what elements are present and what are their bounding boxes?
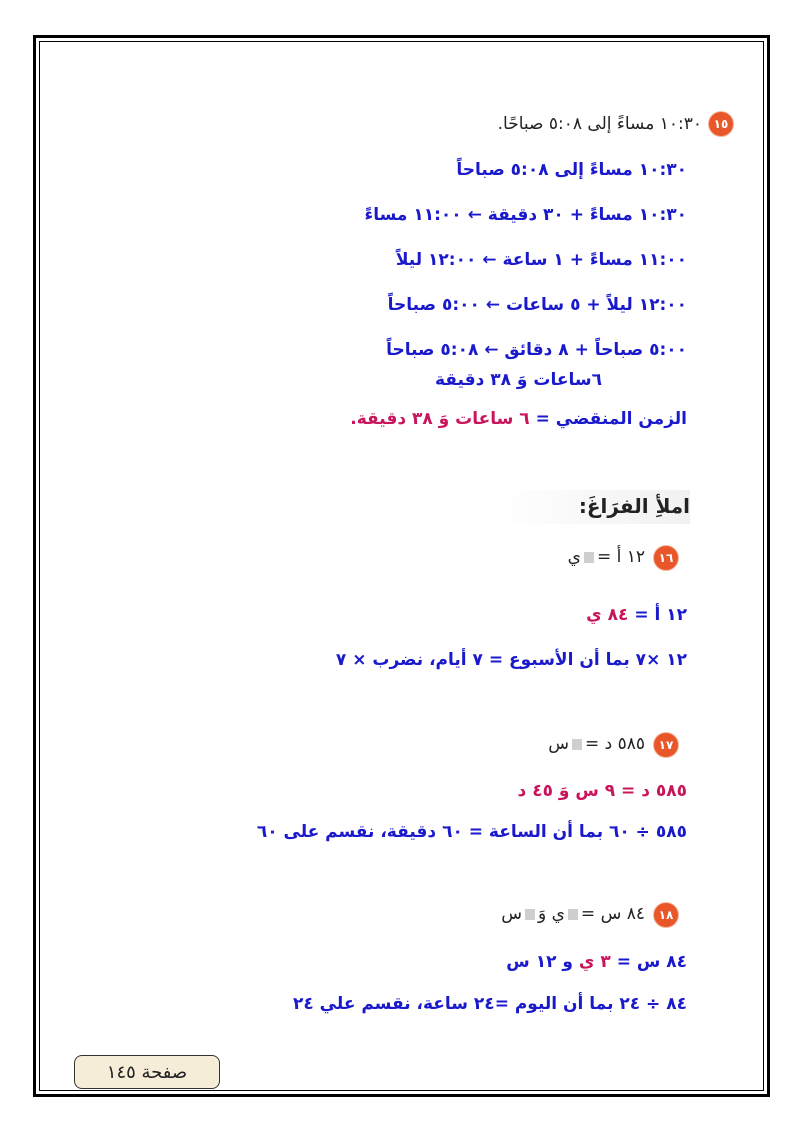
blank-box (525, 909, 535, 920)
answer-part-b: ٣ ي (578, 952, 611, 972)
problem-17-explanation: ٥٨٥ ÷ ٦٠ بما أن الساعة = ٦٠ دقيقة، نقسم على ٦٠ (256, 822, 687, 842)
blank-box (568, 909, 578, 920)
problem-15-answer (350, 407, 687, 431)
question-mid: ي وَ (538, 904, 565, 924)
problem-15-step-2: ١٠:٣٠ مساءً + ٣٠ دقيقة ← ١١:٠٠ مساءً (364, 205, 687, 225)
problem-18-answer (506, 950, 687, 974)
section-header: املأِ الفرَاغَ: (578, 494, 690, 518)
problem-16-answer (586, 603, 687, 627)
problem-15-step-5: ٥:٠٠ صباحاً + ٨ دقائق ← ٥:٠٨ صباحاً (386, 340, 687, 360)
answer-value: ٨٤ ي (586, 605, 629, 625)
answer-value: ٦ ساعات وَ ٣٨ دقيقة. (350, 409, 530, 429)
answer-prefix: الزمن المنقضي = (535, 409, 687, 429)
problem-17-number-badge: ١٧ (653, 732, 679, 758)
blank-box (572, 739, 582, 750)
answer-part-c: و ١٢ س (506, 952, 573, 972)
problem-17-question (548, 732, 645, 756)
problem-18-number-badge: ١٨ (653, 902, 679, 928)
problem-17-answer: ٥٨٥ د = ٩ س وَ ٤٥ د (517, 781, 687, 801)
question-left: ٨٤ س = (580, 904, 645, 924)
problem-16-question (568, 545, 645, 569)
problem-16-number-badge: ١٦ (653, 545, 679, 571)
page-number-label (74, 1055, 220, 1089)
blank-box (584, 552, 594, 563)
page-number-text: صفحة ١٤٥ (106, 1061, 188, 1083)
problem-15-step-4: ١٢:٠٠ ليلاً + ٥ ساعات ← ٥:٠٠ صباحاً (387, 295, 687, 315)
problem-15-question: ١٠:٣٠ مساءً إلى ٥:٠٨ صباحًا. (497, 114, 702, 134)
question-right: س (548, 734, 569, 754)
problem-18-explanation: ٨٤ ÷ ٢٤ بما أن اليوم =٢٤ ساعة، نقسم علي ٢٤ (293, 994, 687, 1014)
question-left: ١٢ أ = (596, 547, 645, 567)
question-right: ي (567, 547, 581, 567)
problem-15-step-3: ١١:٠٠ مساءً + ١ ساعة ← ١٢:٠٠ ليلاً (395, 250, 687, 270)
question-left: ٥٨٥ د = (584, 734, 645, 754)
problem-15-number-badge: ١٥ (708, 111, 734, 137)
answer-prefix: ١٢ أ = (634, 605, 687, 625)
answer-part-a: ٨٤ س = (616, 952, 687, 972)
question-right: س (501, 904, 522, 924)
problem-18-question (501, 902, 645, 926)
problem-15-step-6: ٦ساعات وَ ٣٨ دقيقة (434, 370, 602, 390)
problem-16-explanation: ١٢ ×٧ بما أن الأسبوع = ٧ أيام، نضرب × ٧ (335, 650, 687, 670)
problem-15-step-1: ١٠:٣٠ مساءً إلى ٥:٠٨ صباحاً (456, 160, 687, 180)
